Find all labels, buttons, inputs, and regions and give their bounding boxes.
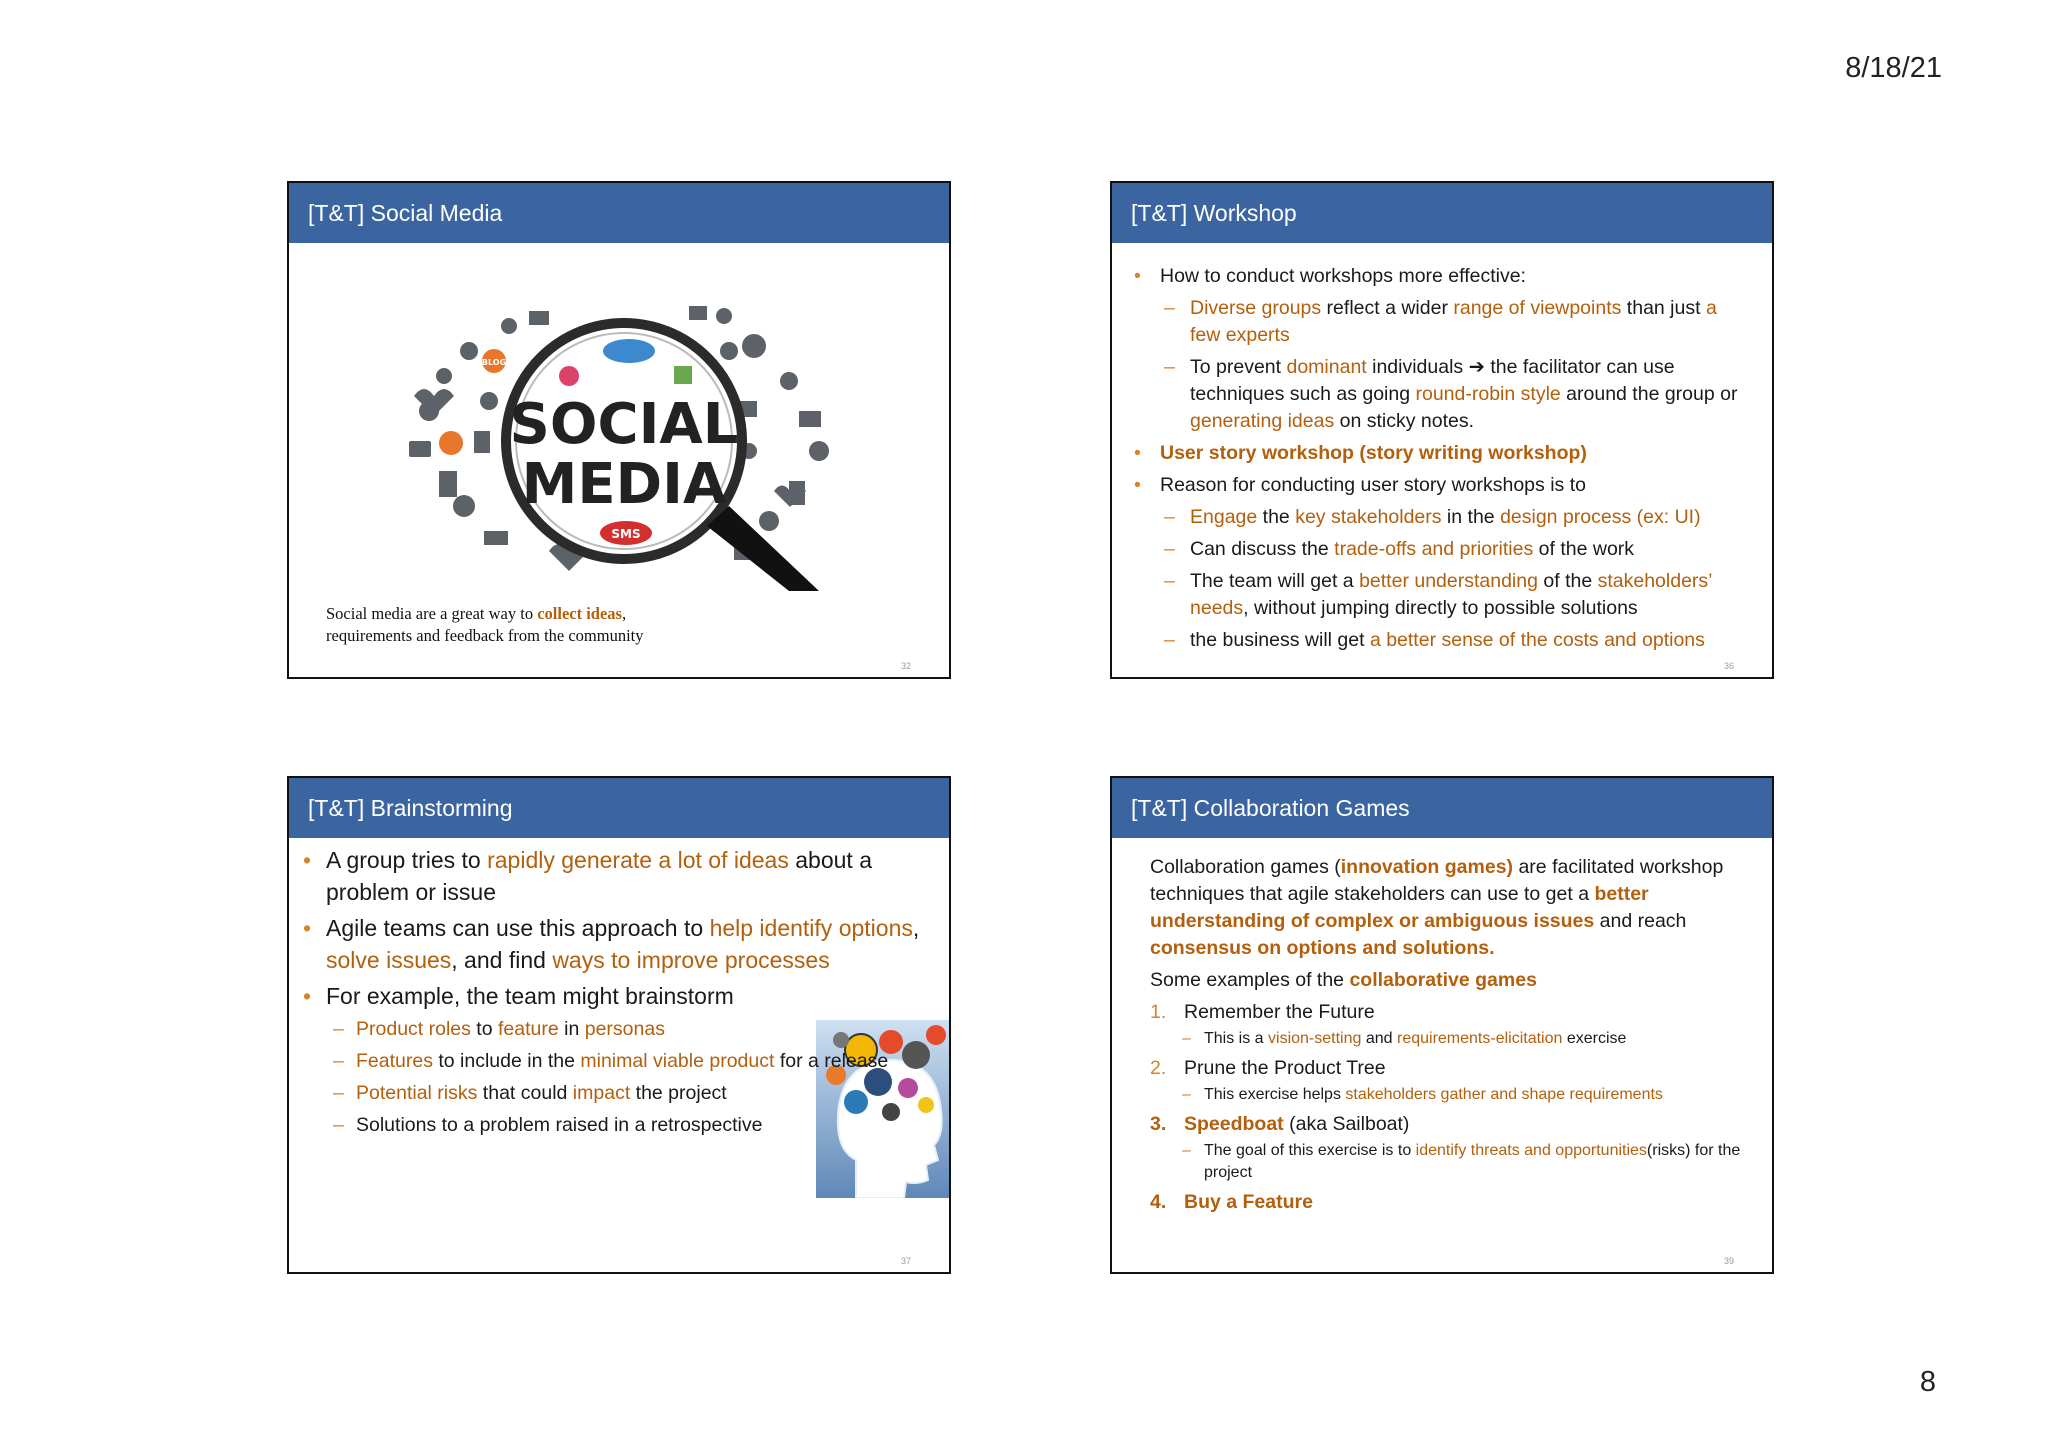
list-item: – Product roles to feature in personas	[333, 1018, 665, 1040]
slide-social-media	[287, 181, 951, 679]
list-subitem: – The goal of this exercise is to identify threats and opportunities(risks) for the project	[1182, 1142, 1741, 1181]
intro-paragraph: Collaboration games (innovation games) are facilitated workshop techniques that agile stakeholders can use to get a better understanding of complex or ambiguous issues and reach consensus on options and solutions.	[1150, 856, 1724, 959]
page-number: 8	[1919, 1366, 1936, 1398]
arrow-icon: ➔	[1468, 356, 1485, 378]
list-item: • User story workshop (story writing workshop)	[1134, 442, 1587, 464]
slide-number: 39	[1723, 1256, 1734, 1266]
social-media-magnifier-image	[389, 291, 849, 591]
slide-brainstorming	[287, 776, 951, 1274]
list-item: • A group tries to rapidly generate a lot of ideas about a problem or issue	[303, 847, 872, 905]
art-word-sms: SMS	[611, 527, 641, 541]
list-item: – Diverse groups reflect a wider range of viewpoints than just a few experts	[1164, 297, 1717, 346]
art-word-social: SOCIAL	[509, 392, 739, 457]
list-item: – The team will get a better understanding of the stakeholders’ needs, without jumping directly to possible solutions	[1164, 570, 1712, 619]
slide-title: [T&T] Workshop	[1112, 183, 1772, 243]
list-item: • Agile teams can use this approach to help identify options, solve issues, and find ways to improve processes	[303, 915, 920, 973]
list-item: – Potential risks that could impact the project	[333, 1082, 727, 1104]
page-date: 8/18/21	[1845, 52, 1942, 84]
list-item: 2. Prune the Product Tree	[1150, 1057, 1386, 1079]
art-word-media: MEDIA	[521, 452, 727, 517]
slide-number: 37	[900, 1256, 911, 1266]
list-item: • Reason for conducting user story workshops is to	[1134, 474, 1586, 496]
slide-body	[1150, 854, 1752, 1216]
art-word-blog: BLOG	[481, 358, 507, 367]
slide-caption: Social media are a great way to collect ideas, requirements and feedback from the community	[326, 604, 644, 645]
slide-body	[1134, 263, 1742, 659]
list-item: 3. Speedboat (aka Sailboat)	[1150, 1113, 1410, 1135]
slide-collaboration-games	[1110, 776, 1774, 1274]
list-item: • For example, the team might brainstorm	[303, 983, 734, 1009]
list-subitem: – This exercise helps stakeholders gather and shape requirements	[1182, 1086, 1663, 1103]
list-subitem: – This is a vision-setting and requirements-elicitation exercise	[1182, 1030, 1627, 1047]
examples-line: Some examples of the collaborative games	[1150, 969, 1537, 991]
slide-number: 36	[1723, 661, 1734, 671]
slide-title: [T&T] Collaboration Games	[1112, 778, 1772, 838]
slide-number: 32	[900, 661, 911, 671]
list-item: – To prevent dominant individuals ➔ the facilitator can use techniques such as going round-robin style around the group or generating ideas on sticky notes.	[1164, 356, 1738, 432]
slide-workshop	[1110, 181, 1774, 679]
list-item: – Can discuss the trade-offs and priorities of the work	[1164, 538, 1635, 560]
list-item: – the business will get a better sense of the costs and options	[1164, 629, 1705, 651]
list-item: 4. Buy a Feature	[1150, 1191, 1313, 1213]
list-item: 1. Remember the Future	[1150, 1001, 1375, 1023]
list-item: – Solutions to a problem raised in a retrospective	[333, 1114, 763, 1136]
slide-title: [T&T] Brainstorming	[289, 778, 949, 838]
slide-title: [T&T] Social Media	[289, 183, 949, 243]
list-item: • How to conduct workshops more effective:	[1134, 265, 1526, 287]
list-item: – Features to include in the minimal viable product for a release	[333, 1050, 889, 1072]
slide-body	[299, 844, 939, 1144]
list-item: – Engage the key stakeholders in the design process (ex: UI)	[1164, 506, 1701, 528]
